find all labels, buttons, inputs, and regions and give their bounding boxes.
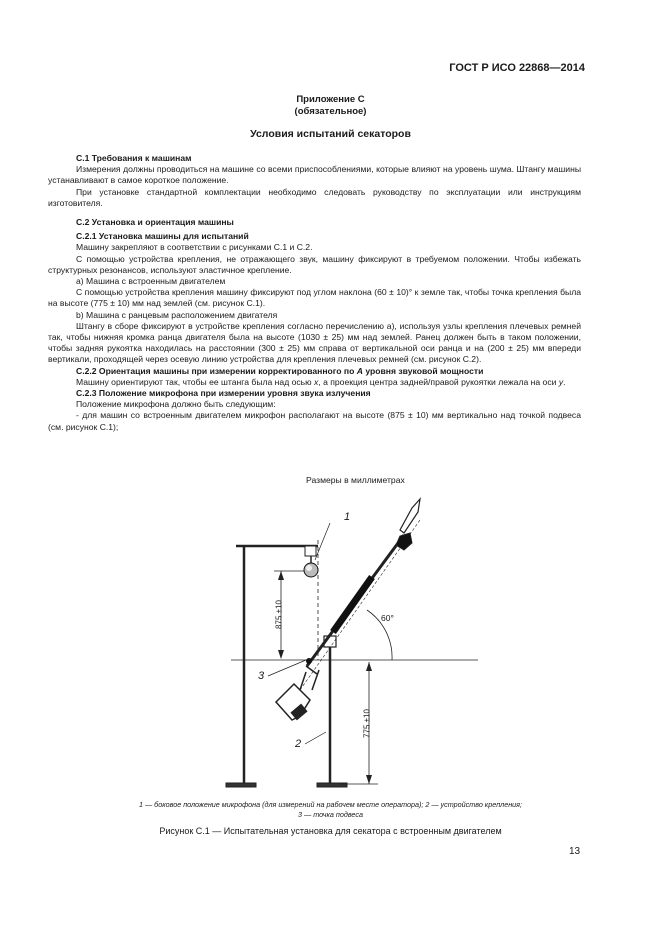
paragraph: При установке стандартной комплектации необходимо следовать руководству по эксплуатации или инструкциям изготовителя. — [48, 186, 581, 208]
label-3: 3 — [258, 670, 265, 682]
cutter-blade — [400, 499, 420, 533]
dim-label-875: 875 ±10 — [274, 600, 284, 629]
units-note: Размеры в миллиметрах — [306, 475, 405, 485]
cutter-head — [396, 533, 412, 550]
paragraph: С помощью устройства крепления, не отражающего звук, машину фиксируют в требуемом положении. Чтобы избежать структурных резонансов, используют эластичное крепление. — [48, 253, 581, 275]
page-number: 13 — [569, 846, 581, 857]
paragraph: С помощью устройства крепления машину фиксируют под углом наклона (60 ± 10)° к земле так, чтобы точка крепления была на высоте (775 ± 10) мм над землей (см. рисунок С.1). — [48, 287, 581, 309]
leader-2 — [305, 732, 326, 744]
heading-c22: С.2.2 Ориентация машины при измерении корректированного по А уровня звуковой мощности — [76, 365, 484, 376]
document-header: ГОСТ Р ИСО 22868—2014 — [449, 62, 585, 74]
annex-title: Приложение С — [296, 94, 365, 105]
leader-1 — [315, 523, 330, 560]
label-2: 2 — [295, 738, 302, 750]
heading-c21: С.2.1 Установка машины для испытаний — [76, 231, 249, 242]
section-title: Условия испытаний секаторов — [250, 128, 411, 140]
mic-clamp — [305, 546, 316, 556]
paragraph: Машину ориентируют так, чтобы ее штанга была над осью x, а проекция центра задней/правой рукоятки лежала на оси y. — [76, 376, 566, 387]
heading-c2: С.2 Установка и ориентация машины — [76, 217, 234, 228]
paragraph: Машину закрепляют в соответствии с рисунками С.1 и С.2. — [76, 242, 313, 253]
heading-c1: С.1 Требования к машинам — [76, 153, 192, 163]
figure-caption: Рисунок С.1 — Испытательная установка для секатора с встроенным двигателем — [159, 826, 502, 836]
paragraph: Штангу в сборе фиксируют в устройстве крепления согласно перечислению а), используя узлы крепления плечевых ремней так, чтобы нижняя кромка ранца двигателя была на высоте (1030 ± 25) мм над землей. Ранец должен быть в таком положении, чтобы задняя рукоятка находилась на расстоянии (300 ± 25) мм справа от вертикальной оси ранца и на (200 ± 25) мм впереди вертикали, проходящей через осевую линию устройства для крепления плечевых ремней (см. рисунок С.2). — [48, 320, 581, 365]
label-1: 1 — [344, 511, 351, 523]
machine-grip — [333, 577, 372, 632]
paragraph: Положение микрофона должно быть следующим: — [76, 399, 276, 410]
annex-status: (обязательное) — [294, 106, 367, 117]
paragraph: - для машин со встроенным двигателем микрофон располагают на высоте (875 ± 10) мм вертикально над точкой подвеса (см. рисунок С.1); — [48, 410, 581, 432]
dim-label-775: 775 ±10 — [362, 709, 372, 738]
list-item-b: b) Машина с ранцевым расположением двигателя — [76, 309, 278, 320]
heading-c23: С.2.3 Положение микрофона при измерении уровня звука излучения — [76, 388, 371, 399]
figure-legend: 1 — боковое положение микрофона (для измерений на рабочем месте оператора); 2 — устройство крепления; 3 — точка подвеса — [139, 800, 522, 819]
list-item-a: а) Машина с встроенным двигателем — [76, 276, 226, 287]
leader-3 — [268, 660, 306, 676]
left-stand-base — [226, 783, 256, 787]
angle-label: 60° — [381, 613, 394, 623]
paragraph: Измерения должны проводиться на машине со всеми приспособлениями, которые влияют на уровень шума. Штангу машины устанавливают в самое короткое положение. — [48, 164, 581, 186]
suspension-point — [306, 658, 312, 664]
